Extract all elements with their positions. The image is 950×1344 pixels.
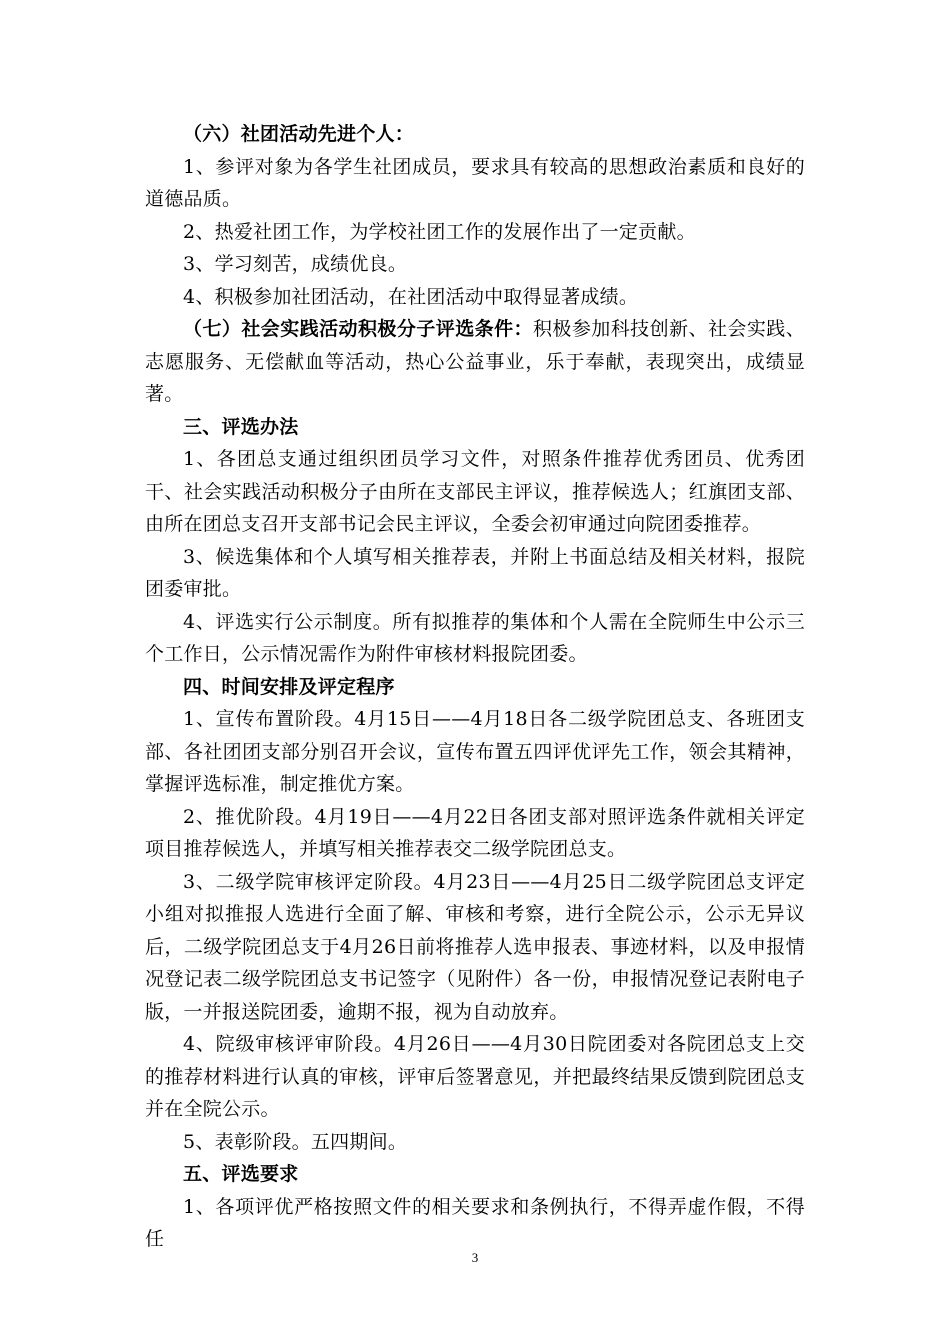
section6-item-3: 3、学习刻苦，成绩优良。 bbox=[183, 253, 408, 275]
part4-item-4: 4、院级审核评审阶段。4月26日——4月30日院团委对各院团总支上交的推荐材料进行认真的审核，评审后签署意见，并把最终结果反馈到院团总支并在全院公示。 bbox=[145, 1033, 805, 1120]
part5-item-1: 1、各项评优严格按照文件的相关要求和条例执行，不得弄虚作假，不得任 bbox=[145, 1195, 805, 1250]
part3-item-4: 4、评选实行公示制度。所有拟推荐的集体和个人需在全院师生中公示三个工作日，公示情况需作为附件审核材料报院团委。 bbox=[145, 610, 805, 665]
part4-item-5: 5、表彰阶段。五四期间。 bbox=[183, 1130, 408, 1153]
section-heading-6: （六）社团活动先进个人： bbox=[183, 123, 415, 145]
section6-item-1: 1、参评对象为各学生社团成员，要求具有较高的思想政治素质和良好的道德品质。 bbox=[145, 155, 805, 210]
section6-item-2: 2、热爱社团工作，为学校社团工作的发展作出了一定贡献。 bbox=[183, 220, 696, 243]
section6-item-4: 4、积极参加社团活动，在社团活动中取得显著成绩。 bbox=[183, 285, 639, 308]
part4-item-1: 1、宣传布置阶段。4月15日——4月18日各二级学院团总支、各班团支部、各社团团支部分别召开会议，宣传布置五四评优评先工作，领会其精神，掌握评选标准，制定推优方案。 bbox=[145, 708, 805, 795]
section7-text: 积极参加科技创新、社会实践、志愿服务、无偿献血等活动，热心公益事业，乐于奉献，表现突出，成绩显著。 bbox=[145, 318, 805, 405]
part3-item-3: 3、候选集体和个人填写相关推荐表，并附上书面总结及相关材料，报院团委审批。 bbox=[145, 545, 805, 600]
part4-item-3: 3、二级学院审核评定阶段。4月23日——4月25日二级学院团总支评定小组对拟推报人选进行全面了解、审核和考察，进行全院公示，公示无异议后，二级学院团总支于4月26日前将推荐人选申报表、事迹材料，以及申报情况登记表二级学院团总支书记签字（见附件）各一份，申报情况登记表附电子版，一并报送院团委，逾期不报，视为自动放弃。 bbox=[145, 870, 805, 1023]
document-body bbox=[145, 118, 805, 1256]
section7-paragraph bbox=[145, 313, 805, 411]
page-number: 3 bbox=[471, 1250, 479, 1265]
part4-heading: 四、时间安排及评定程序 bbox=[183, 675, 395, 698]
part4-item-2: 2、推优阶段。4月19日——4月22日各团支部对照评选条件就相关评定项目推荐候选人，并填写相关推荐表交二级学院团总支。 bbox=[145, 805, 805, 860]
part3-heading: 三、评选办法 bbox=[183, 415, 299, 438]
part5-heading: 五、评选要求 bbox=[183, 1163, 299, 1185]
part3-item-1: 1、各团总支通过组织团员学习文件，对照条件推荐优秀团员、优秀团干、社会实践活动积极分子由所在支部民主评议，推荐候选人；红旗团支部、由所在团总支召开支部书记会民主评议，全委会初审通过向院团委推荐。 bbox=[145, 448, 805, 535]
section-heading-7: （七）社会实践活动积极分子评选条件： bbox=[183, 318, 533, 340]
